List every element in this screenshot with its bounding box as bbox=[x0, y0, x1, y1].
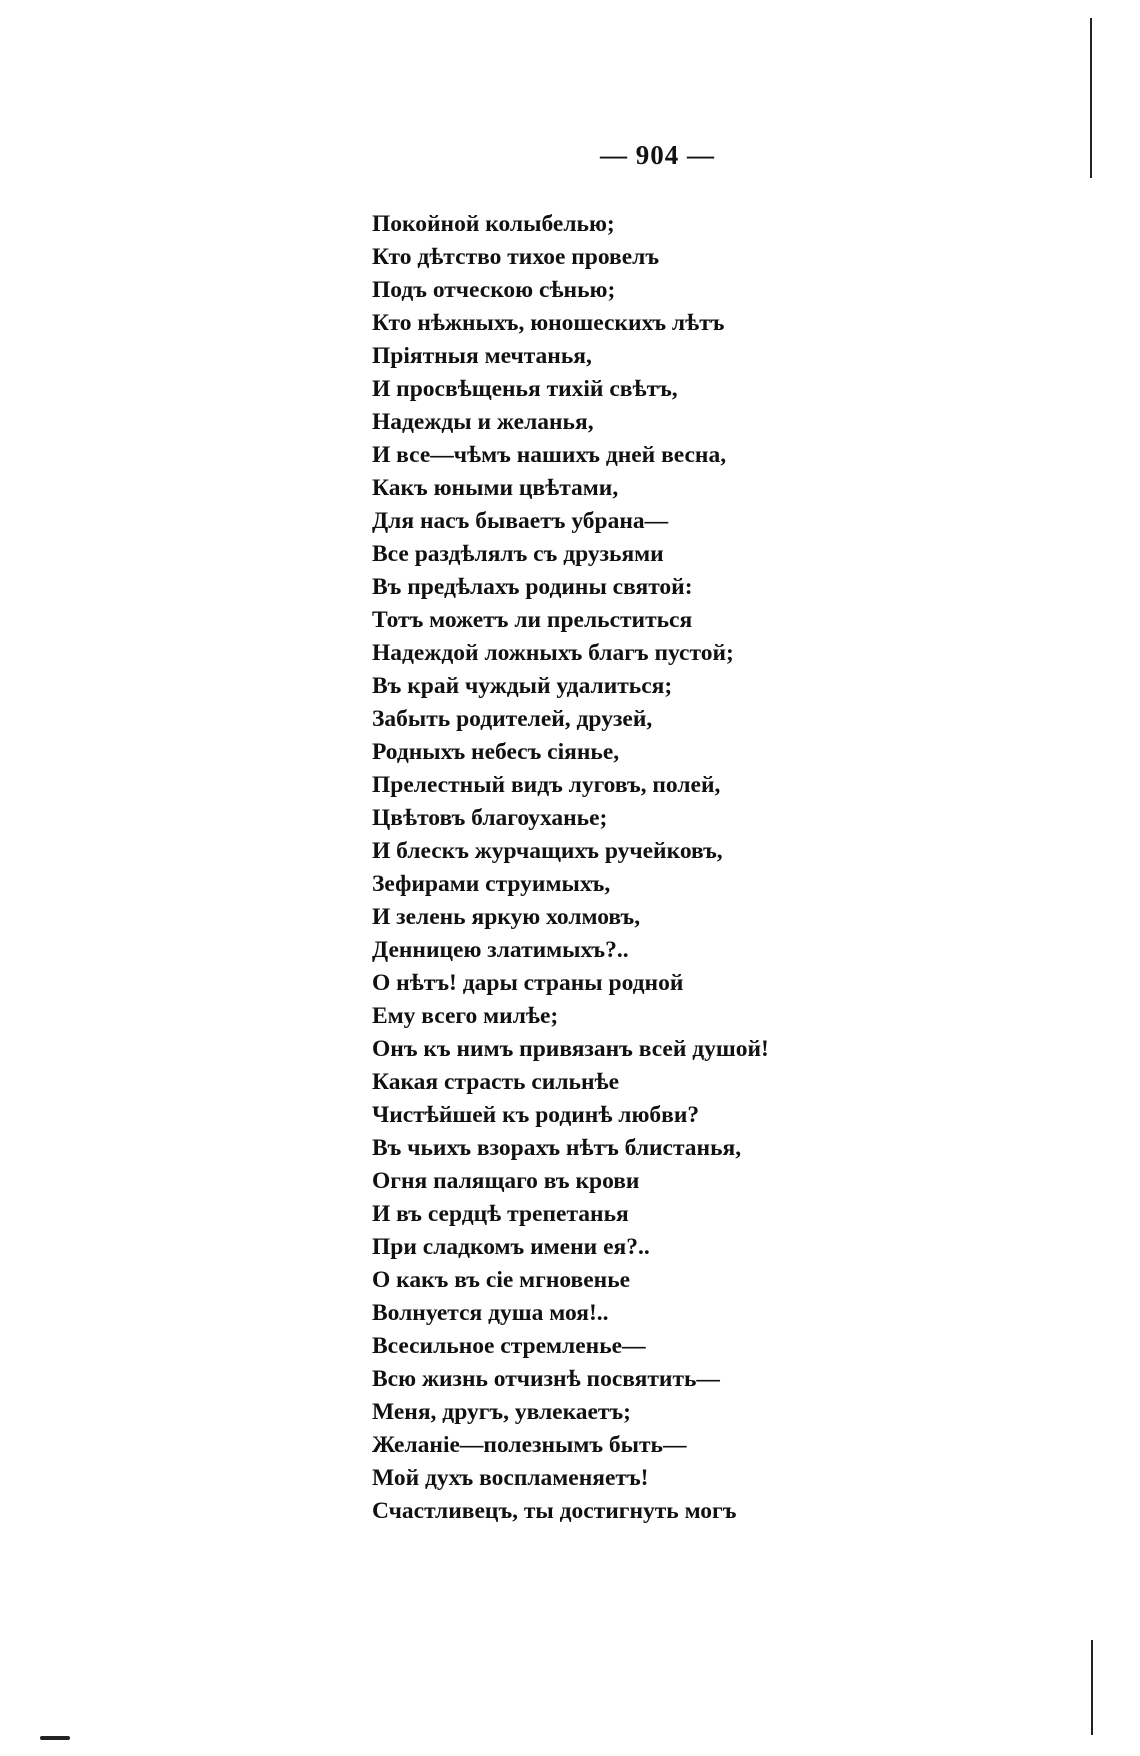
poem-line: Счастливецъ, ты достигнуть могъ bbox=[372, 1498, 737, 1524]
poem-line: Для насъ бываетъ убрана— bbox=[372, 508, 669, 534]
poem-text bbox=[372, 208, 769, 1528]
poem-line: Зефирами струимыхъ, bbox=[372, 871, 611, 897]
poem-line: О нѣтъ! дары страны родной bbox=[372, 970, 684, 996]
poem-line: Въ чьихъ взорахъ нѣтъ блистанья, bbox=[372, 1135, 742, 1161]
poem-line: И зелень яркую холмовъ, bbox=[372, 904, 641, 930]
poem-line: И въ сердцѣ трепетанья bbox=[372, 1201, 629, 1227]
poem-line: Мой духъ воспламеняетъ! bbox=[372, 1465, 649, 1491]
poem-line: Чистѣйшей къ родинѣ любви? bbox=[372, 1102, 700, 1128]
poem-line: При сладкомъ имени ея?.. bbox=[372, 1234, 650, 1260]
poem-line: Желаніе—полезнымъ быть— bbox=[372, 1432, 687, 1458]
poem-line: Надеждой ложныхъ благъ пустой; bbox=[372, 640, 734, 666]
poem-line: Кто нѣжныхъ, юношескихъ лѣтъ bbox=[372, 310, 725, 336]
poem-line: И блескъ журчащихъ ручейковъ, bbox=[372, 838, 723, 864]
poem-line: Всесильное стремленье— bbox=[372, 1333, 646, 1359]
poem-line: Забыть родителей, друзей, bbox=[372, 706, 653, 732]
poem-line: Подъ отческою сѣнью; bbox=[372, 277, 616, 303]
page-number: — 904 — bbox=[600, 140, 715, 170]
poem-line: И просвѣщенья тихій свѣтъ, bbox=[372, 376, 678, 402]
poem-line: И все—чѣмъ нашихъ дней весна, bbox=[372, 442, 727, 468]
poem-line: Цвѣтовъ благоуханье; bbox=[372, 805, 608, 831]
poem-line: Какъ юными цвѣтами, bbox=[372, 475, 619, 501]
poem-line: Кто дѣтство тихое провелъ bbox=[372, 244, 660, 270]
page-edge-line bbox=[1090, 18, 1092, 178]
poem-line: Денницею златимыхъ?.. bbox=[372, 937, 629, 963]
poem-line: Всю жизнь отчизнѣ посвятить— bbox=[372, 1366, 720, 1392]
poem-line: Пріятныя мечтанья, bbox=[372, 343, 592, 369]
poem-line: Въ край чуждый удалиться; bbox=[372, 673, 673, 699]
poem-line: Въ предѣлахъ родины святой: bbox=[372, 574, 693, 600]
poem-line: Прелестный видъ луговъ, полей, bbox=[372, 772, 721, 798]
poem-line: О какъ въ сіе мгновенье bbox=[372, 1267, 631, 1293]
poem-line: Онъ къ нимъ привязанъ всей душой! bbox=[372, 1036, 769, 1062]
poem-line: Все раздѣлялъ съ друзьями bbox=[372, 541, 664, 567]
poem-line: Меня, другъ, увлекаетъ; bbox=[372, 1399, 632, 1425]
poem-line: Покойной колыбелью; bbox=[372, 211, 615, 237]
page-edge-line bbox=[1091, 1640, 1093, 1735]
scan-speck bbox=[40, 1736, 70, 1740]
poem-line: Родныхъ небесъ сіянье, bbox=[372, 739, 620, 765]
poem-line: Волнуется душа моя!.. bbox=[372, 1300, 609, 1326]
poem-line: Тотъ можетъ ли прельститься bbox=[372, 607, 693, 633]
poem-line: Ему всего милѣе; bbox=[372, 1003, 559, 1029]
poem-line: Огня палящаго въ крови bbox=[372, 1168, 640, 1194]
poem-line: Какая страсть сильнѣе bbox=[372, 1069, 620, 1095]
poem-line: Надежды и желанья, bbox=[372, 409, 594, 435]
